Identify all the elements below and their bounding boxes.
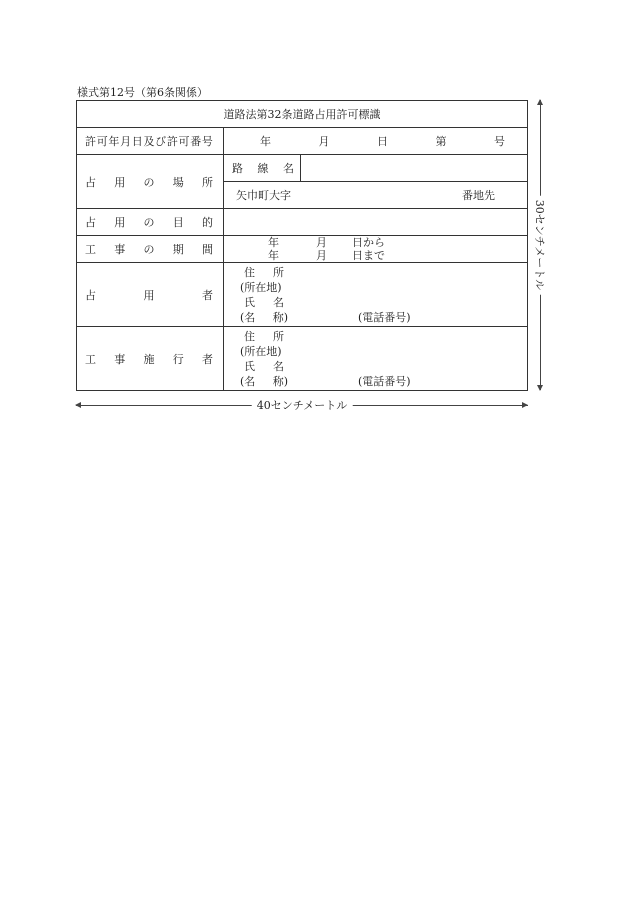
route-name-cell [224, 155, 528, 182]
form-title: 道路法第32条道路占用許可標識 [77, 101, 528, 128]
period-label: 工 事 の 期 間 [77, 236, 224, 263]
address-suffix: 番地先 [462, 189, 495, 202]
arrow-up-icon [537, 99, 543, 105]
purpose-label: 占 用 の 目 的 [77, 209, 224, 236]
arrow-right-icon [522, 402, 528, 408]
purpose-value [224, 209, 528, 236]
sign-form-table [76, 100, 528, 391]
location-address [224, 182, 528, 209]
height-dimension-label: 30センチメートル [532, 196, 548, 295]
town-name: 矢巾町大字 [236, 189, 291, 202]
arrow-left-icon [75, 402, 81, 408]
contractor-value: 住 所 (所在地) 氏 名 (名 称) (電話番号) [224, 327, 528, 391]
arrow-down-icon [537, 385, 543, 391]
occupant-label: 占 用 者 [77, 263, 224, 327]
route-name-label: 路 線 名 [228, 155, 301, 181]
permit-value: 年 月 日 第 号 [224, 128, 528, 155]
period-value: 年 月 日から 年 月 日まで [224, 236, 528, 263]
form-caption: 様式第12号（第6条関係） [77, 86, 208, 99]
permit-label: 許 可 年 月 日 及 び 許 可 番 号 [77, 128, 224, 155]
location-label: 占 用 の 場 所 [77, 155, 224, 209]
contractor-label: 工 事 施 行 者 [77, 327, 224, 391]
occupant-value: 住 所 (所在地) 氏 名 (名 称) (電話番号) [224, 263, 528, 327]
width-dimension-label: 40センチメートル [252, 397, 353, 413]
